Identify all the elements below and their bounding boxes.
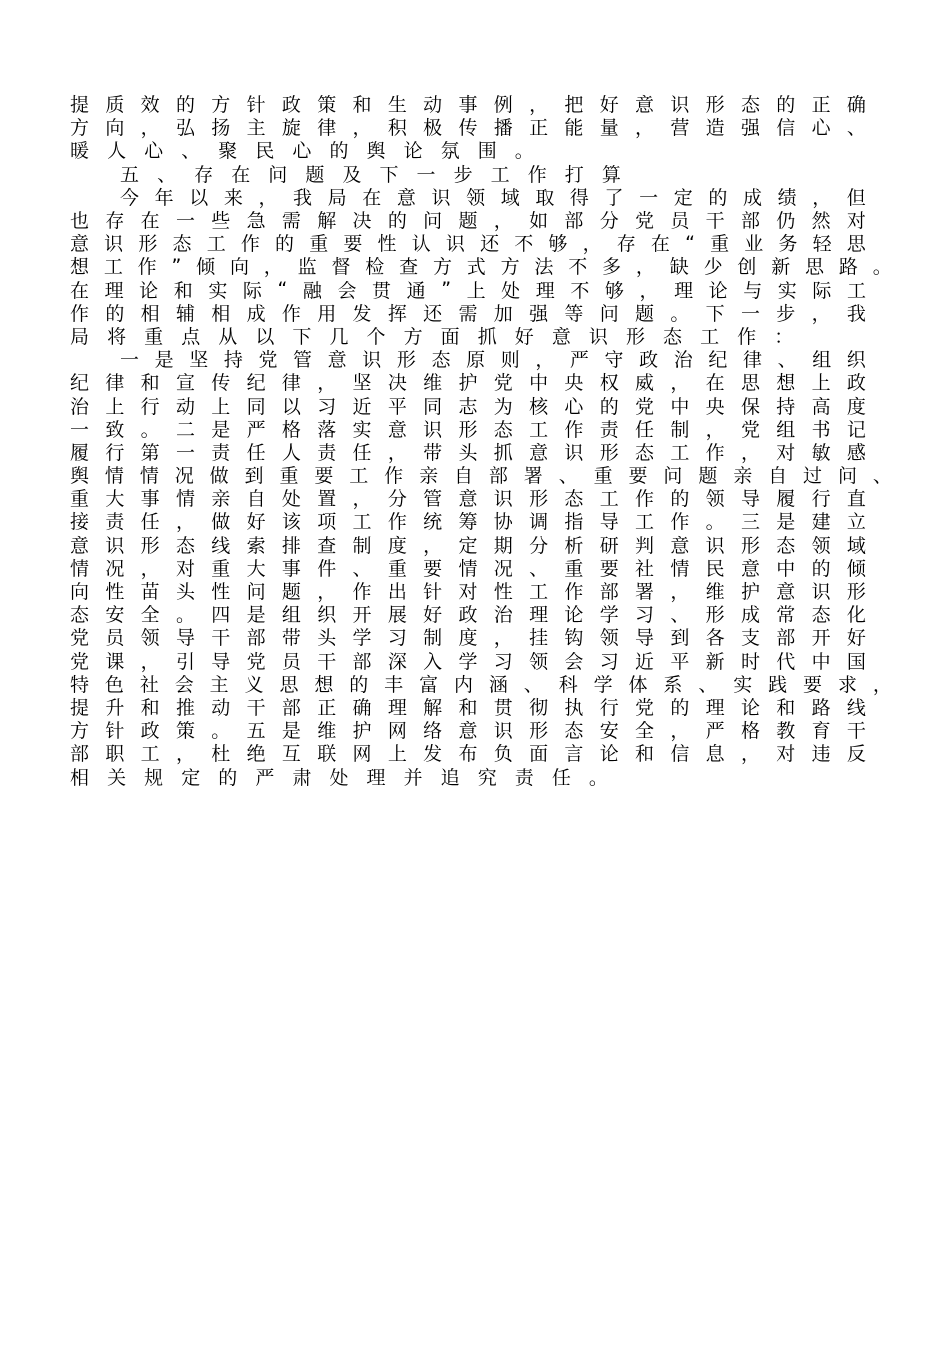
text-line: 意 识 形 态 线 索 排 查 制 度 ， 定 期 分 析 研 判 意 识 形 态 领 域 [70, 534, 866, 557]
text-line: 局 将 重 点 从 以 下 几 个 方 面 抓 好 意 识 形 态 工 作 ： [70, 325, 794, 348]
text-line: 一 致 。 二 是 严 格 落 实 意 识 形 态 工 作 责 任 制 ， 党 组 书 记 [70, 418, 866, 441]
text-line: 重 大 事 情 亲 自 处 置 ， 分 管 意 识 形 态 工 作 的 领 导 履 行 直 [70, 488, 866, 511]
text-line: 特 色 社 会 主 义 思 想 的 丰 富 内 涵 、 科 学 体 系 、 实 践 要 求 ， [70, 673, 892, 696]
text-line: 想 工 作 ” 倾 向 ， 监 督 检 查 方 式 方 法 不 多 ， 缺 少 创 新 思 路 。 [70, 254, 892, 279]
text-line: 方 向 ， 弘 扬 主 旋 律 ， 积 极 传 播 正 能 量 ， 营 造 强 信 心 、 [70, 117, 866, 140]
text-line: 提 升 和 推 动 干 部 正 确 理 解 和 贯 彻 执 行 党 的 理 论 和 路 线 [70, 696, 866, 719]
text-line: 部 职 工 ， 杜 绝 互 联 网 上 发 布 负 面 言 论 和 信 息 ， 对 违 反 [70, 743, 866, 766]
text-line: 提 质 效 的 方 针 政 策 和 生 动 事 例 ， 把 好 意 识 形 态 的 正 确 [70, 94, 866, 117]
text-line: 意 识 形 态 工 作 的 重 要 性 认 识 还 不 够 ， 存 在 “ 重 业 务 轻 思 [70, 231, 866, 256]
text-line: 党 员 领 导 干 部 带 头 学 习 制 度 ， 挂 钩 领 导 到 各 支 部 开 好 [70, 627, 866, 650]
text-line: 接 责 任 ， 做 好 该 项 工 作 统 筹 协 调 指 导 工 作 。 三 是 建 立 [70, 511, 866, 534]
text-line: 方 针 政 策 。 五 是 维 护 网 络 意 识 形 态 安 全 ， 严 格 教 育 干 [70, 720, 866, 743]
text-line: 态 安 全 。 四 是 组 织 开 展 好 政 治 理 论 学 习 、 形 成 常 态 化 [70, 604, 866, 627]
section-heading: 五 、 存 在 问 题 及 下 一 步 工 作 打 算 [120, 163, 621, 186]
text-line: 一 是 坚 持 党 管 意 识 形 态 原 则 ， 严 守 政 治 纪 律 、 组 织 [120, 349, 866, 372]
text-line: 情 况 ， 对 重 大 事 件 、 重 要 情 况 、 重 要 社 情 民 意 中 的 倾 [70, 557, 866, 580]
text-line: 舆 情 情 况 做 到 重 要 工 作 亲 自 部 署 、 重 要 问 题 亲 自 过 问 、 [70, 465, 892, 488]
text-line: 治 上 行 动 上 同 以 习 近 平 同 志 为 核 心 的 党 中 央 保 持 高 度 [70, 395, 866, 418]
text-line: 党 课 ， 引 导 党 员 干 部 深 入 学 习 领 会 习 近 平 新 时 代 中 国 [70, 650, 866, 673]
text-line: 履 行 第 一 责 任 人 责 任 ， 带 头 抓 意 识 形 态 工 作 ， 对 敏 感 [70, 441, 866, 464]
text-line: 今 年 以 来 ， 我 局 在 意 识 领 域 取 得 了 一 定 的 成 绩 ， 但 [120, 186, 866, 209]
text-line: 也 存 在 一 些 急 需 解 决 的 问 题 ， 如 部 分 党 员 干 部 仍 然 对 [70, 210, 866, 233]
text-line: 暖 人 心 、 聚 民 心 的 舆 论 氛 围 。 [70, 140, 534, 163]
document-page [70, 92, 892, 789]
text-line: 作 的 相 辅 相 成 作 用 发 挥 还 需 加 强 等 问 题 。 下 一 步 ， 我 [70, 302, 866, 325]
text-line: 向 性 苗 头 性 问 题 ， 作 出 针 对 性 工 作 部 署 ， 维 护 意 识 形 [70, 581, 866, 604]
text-line: 在 理 论 和 实 际 “ 融 会 贯 通 ” 上 处 理 不 够 ， 理 论 与 实 际 工 [70, 278, 866, 302]
text-line: 相 关 规 定 的 严 肃 处 理 并 追 究 责 任 。 [70, 766, 608, 789]
text-line: 纪 律 和 宣 传 纪 律 ， 坚 决 维 护 党 中 央 权 威 ， 在 思 想 上 政 [70, 372, 866, 395]
